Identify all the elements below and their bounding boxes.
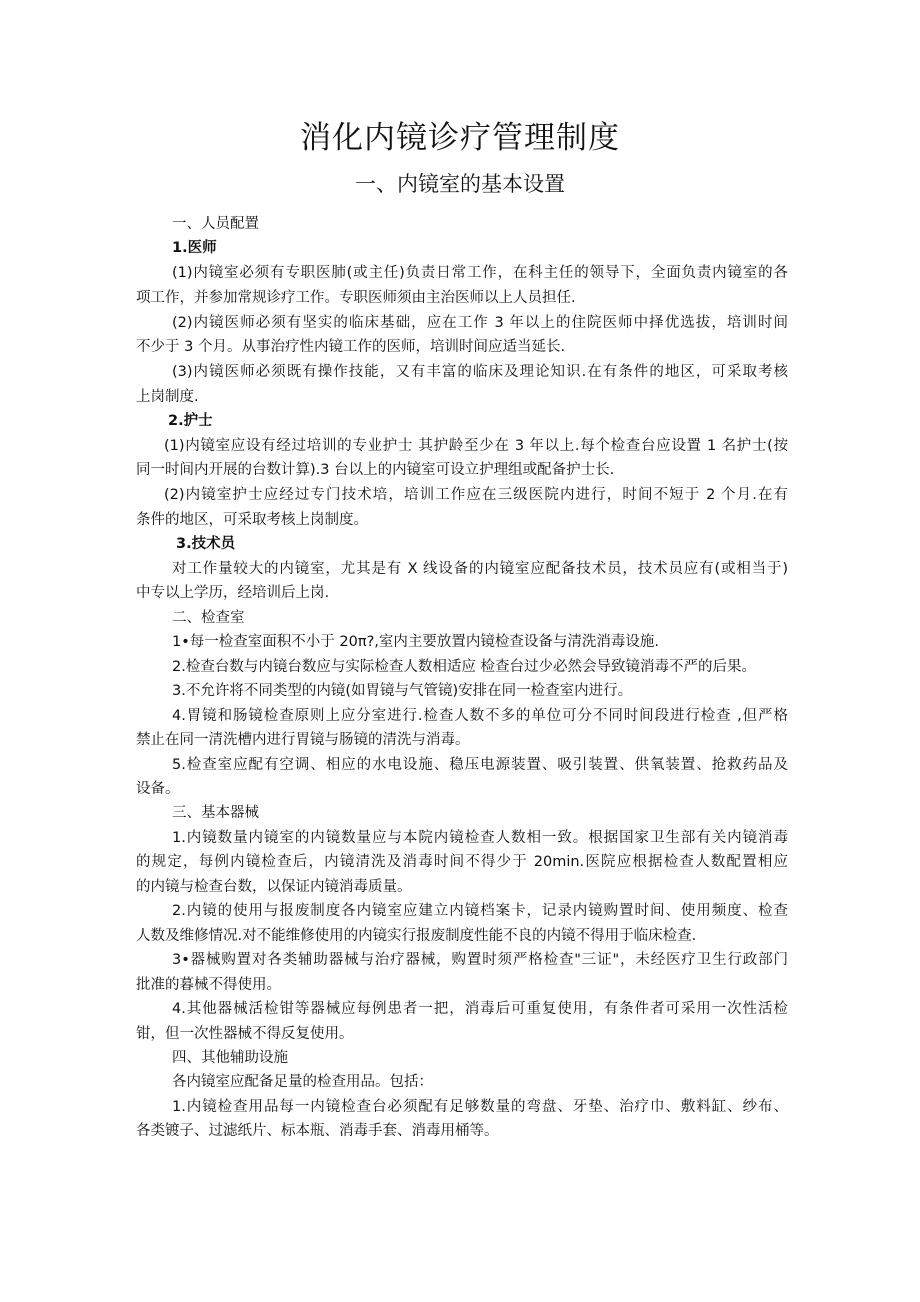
paragraph-line: 人数及维修情况.对不能维修使用的内镜实行报废制度性能不良的内镜不得用于临床检查.	[136, 928, 697, 944]
paragraph-line: 3.不允许将不同类型的内镜(如胃镜与气管镜)安排在同一检查室内进行。	[172, 683, 633, 699]
paragraph-line: 1.内镜数量内镜室的内镜数量应与本院内镜检查人数相一致。根据国家卫生部有关内镜消毒	[172, 830, 788, 846]
paragraph-line: 钳，但一次性器械不得反复使用。	[136, 1026, 354, 1042]
paragraph-line: (1)内镜室必须有专职医肺(或主任)负责日常工作，在科主任的领导下，全面负责内镜室的各	[172, 265, 788, 281]
paragraph-line: 各内镜室应配备足量的检查用品。包括：	[172, 1074, 433, 1090]
paragraph-line: 同一时间内开展的台数计算).3 台以上的内镜室可设立护理组或配备护士长.	[136, 462, 615, 478]
heading-auxiliary: 四、其他辅助设施	[172, 1050, 288, 1066]
paragraph-line: 4.其他器械活检钳等器械应每例患者一把，消毒后可重复使用，有条件者可采用一次性活检	[172, 1001, 788, 1017]
heading-personnel: 一、人员配置	[172, 216, 259, 232]
paragraph-line: 禁止在同一清洗槽内进行胃镜与肠镜的清洗与消毒。	[136, 732, 470, 748]
subheading-technician: 3.技术员	[176, 536, 236, 552]
paragraph-line: (1)内镜室应设有经过培训的专业护士 其护龄至少在 3 年以上.每个检查台应设置 1 名护士(按	[164, 438, 788, 454]
paragraph-line: 各类镀子、过滤纸片、标本瓶、消毒手套、消毒用桶等。	[136, 1123, 499, 1139]
paragraph-line: 1.内镜检查用品每一内镜检查台必须配有足够数量的弯盘、牙垫、治疗巾、敷料缸、纱布、	[172, 1099, 788, 1115]
paragraph-line: 的规定，每例内镜检查后，内镜清洗及消毒时间不得少于 20min.医院应根据检查人数配置相应	[136, 854, 788, 870]
subheading-nurse: 2.护士	[168, 413, 213, 429]
paragraph-line: 2.内镜的使用与报废制度各内镜室应建立内镜档案卡，记录内镜购置时间、使用频度、检查	[172, 903, 788, 919]
paragraph-line: 不少于 3 个月。从事治疗性内镜工作的医师，培训时间应适当延长.	[136, 339, 566, 355]
heading-exam-room: 二、检查室	[172, 610, 245, 626]
paragraph-line: (2)内镜室护士应经过专门技术培，培训工作应在三级医院内进行，时间不短于 2 个月.在有	[164, 487, 788, 503]
heading-equipment: 三、基本器械	[172, 805, 259, 821]
document-title: 消化内镜诊疗管理制度	[300, 120, 620, 156]
paragraph-line: 中专以上学历，经培训后上岗.	[136, 585, 330, 601]
paragraph-line: 的内镜与检查台数，以保证内镜消毒质量。	[136, 879, 412, 895]
paragraph-line: 项工作，并参加常规诊疗工作。专职医师须由主治医师以上人员担任.	[136, 290, 576, 306]
paragraph-line: 对工作量较大的内镜室，尤其是有 X 线设备的内镜室应配备技术员，技术员应有(或相当于)	[172, 561, 788, 577]
section-title: 一、内镜室的基本设置	[355, 172, 565, 196]
paragraph-line: 条件的地区，可采取考核上岗制度。	[136, 512, 368, 528]
paragraph-line: 2.检查台数与内镜台数应与实际检查人数相适应 检查台过少必然会导致镜消毒不严的后果。	[172, 659, 756, 675]
paragraph-line: 4.胃镜和肠镜检查原则上应分室进行.检查人数不多的单位可分不同时间段进行检查 ,但严格	[172, 708, 788, 724]
paragraph-line: 5.检查室应配有空调、相应的水电设施、稳压电源装置、吸引装置、供氧装置、抢救药品及	[172, 757, 788, 773]
paragraph-line: 1•每一检查室面积不小于 20π?,室内主要放置内镜检查设备与清洗消毒设施.	[172, 634, 659, 650]
paragraph-line: (3)内镜医师必须既有操作技能，又有丰富的临床及理论知识.在有条件的地区，可采取考核	[172, 364, 788, 380]
paragraph-line: 3•器械购置对各类辅助器械与治疗器械，购置时须严格检查"三证"，未经医疗卫生行政部门	[172, 952, 788, 968]
paragraph-line: 上岗制度.	[136, 389, 199, 405]
paragraph-line: 设备。	[136, 781, 180, 797]
subheading-doctor: 1.医师	[172, 240, 217, 256]
paragraph-line: (2)内镜医师必须有坚实的临床基础，应在工作 3 年以上的住院医师中择优选拔，培训时间	[172, 315, 788, 331]
paragraph-line: 批准的暮械不得使用。	[136, 977, 281, 993]
